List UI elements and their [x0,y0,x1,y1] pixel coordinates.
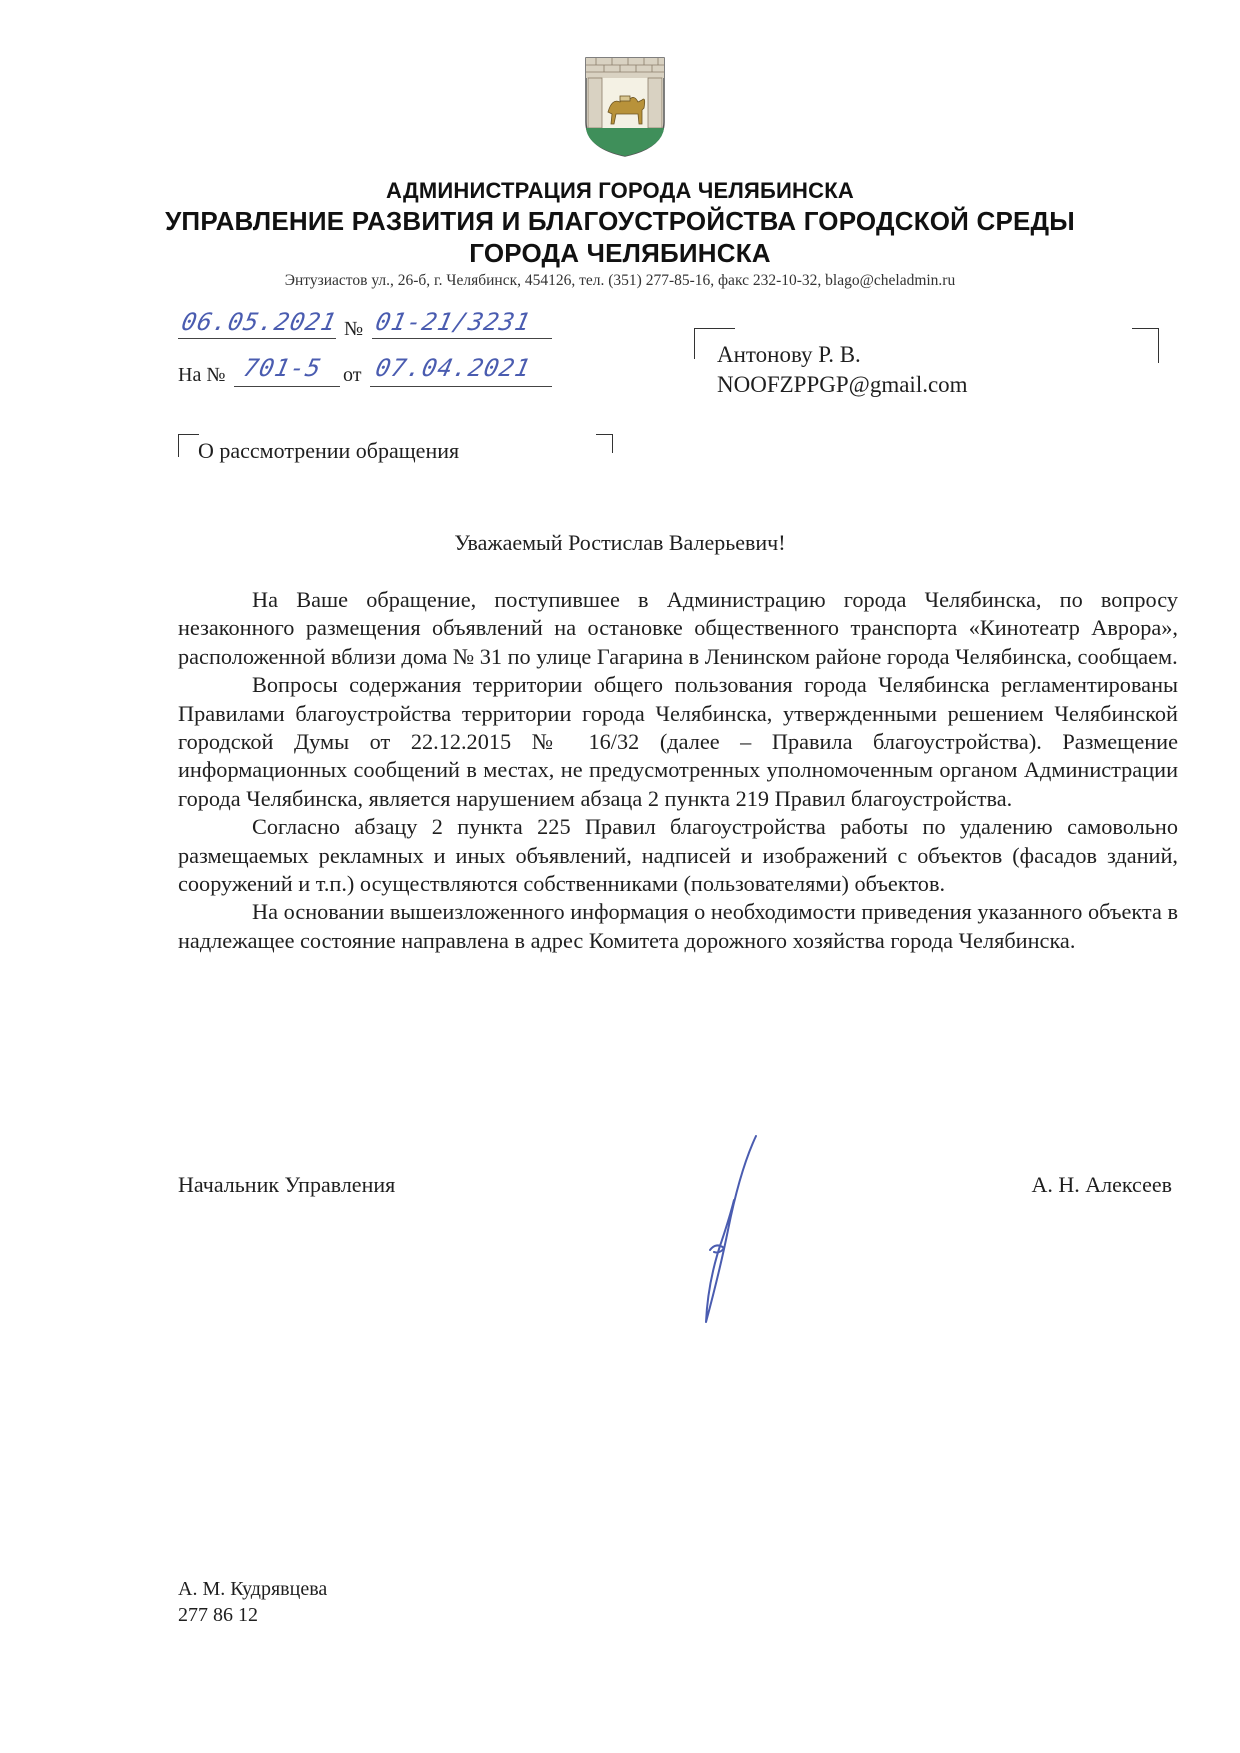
reference-number: 701-5 [241,354,325,382]
signer-name: А. Н. Алексеев [1031,1172,1172,1197]
body-paragraph: Согласно абзацу 2 пункта 225 Правил благоустройства работы по удалению самовольно размещаемых рекламных и иных объявлений, надписей и изображений с объектов (фасадов зданий, сооружений и т.п.) осуществляются собственниками (пользователями) объектов. [178,814,1178,897]
recipient-name: Антонову Р. В. [717,342,861,367]
recipient-email: NOOFZPPGP@gmail.com [717,372,968,397]
salutation: Уважаемый Ростислав Валерьевич! [454,530,786,555]
recipient-corner-right [1132,328,1159,363]
letter-body [178,586,1178,955]
subject-corner-left [178,434,199,457]
reference-number-label: На № [178,364,226,386]
letter-subject: О рассмотрении обращения [198,438,460,463]
body-paragraph: Вопросы содержания территории общего пользования города Челябинска регламентированы Правилами благоустройства территории города Челябинска, утвержденными решением Челябинской городской Думы от 22.12.2015 № 16/32 (далее – Правила благоустройства). Размещение информационных сообщений в местах, не предусмотренных уполномоченным органом Администрации города Челябинска, является нарушением абзаца 2 пункта 219 Правил благоустройства. [178,672,1178,811]
body-paragraph: На Ваше обращение, поступившее в Администрацию города Челябинска, по вопросу незаконного размещения объявлений на остановке общественного транспорта «Кинотеатр Аврора», расположенной вблизи дома № 31 по улице Гагарина в Ленинском районе города Челябинска, сообщаем. [178,587,1178,669]
city-coat-of-arms-icon [582,52,668,160]
executor-name: А. М. Кудрявцева [178,1578,328,1600]
organization-name: АДМИНИСТРАЦИЯ ГОРОДА ЧЕЛЯБИНСКА [386,178,854,203]
executor-phone: 277 86 12 [178,1604,258,1626]
outgoing-number-label: № [344,318,364,340]
department-name: УПРАВЛЕНИЕ РАЗВИТИЯ И БЛАГОУСТРОЙСТВА ГОРОДСКОЙ СРЕДЫ [165,206,1075,236]
subject-corner-right [596,434,613,453]
outgoing-date: 06.05.2021 [179,308,340,336]
organization-address: Энтузиастов ул., 26-б, г. Челябинск, 454126, тел. (351) 277-85-16, факс 232-10-32, blago@cheladmin.ru [284,272,956,289]
signer-position: Начальник Управления [178,1172,396,1197]
reference-date-label: от [343,364,362,386]
outgoing-number: 01-21/3231 [373,308,534,336]
department-city: ГОРОДА ЧЕЛЯБИНСКА [469,238,771,268]
body-paragraph: На основании вышеизложенного информация о необходимости приведения указанного объекта в надлежащее состояние направлена в адрес Комитета дорожного хозяйства города Челябинска. [178,899,1178,953]
reference-date: 07.04.2021 [373,354,534,382]
handwritten-signature-icon [680,1130,770,1330]
